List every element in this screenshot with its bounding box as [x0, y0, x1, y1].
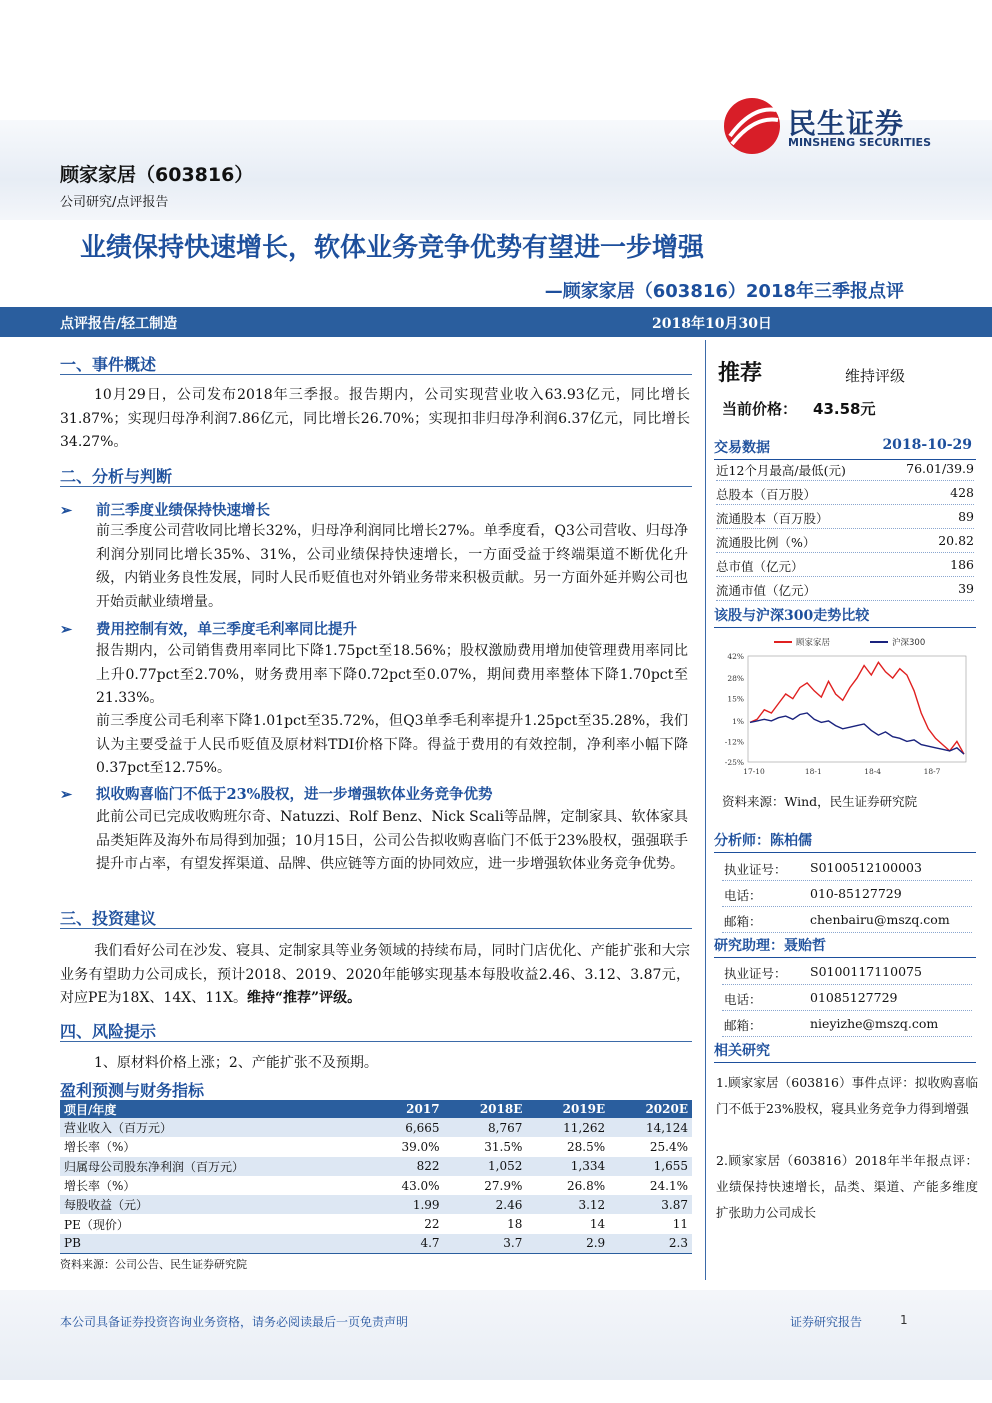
chart-source: 资料来源：Wind，民生证券研究院: [722, 794, 918, 809]
invest-text: 我们看好公司在沙发、寝具、定制家具等业务领域的持续布局，同时门店优化、产能扩张和大宗业务有望助力公司成长，预计2018、2019、2020年能够实现基本每股收益2.46、3.12、3.87元，对应PE为18X、14X、11X。: [60, 943, 690, 1006]
table-cell: PB: [60, 1234, 368, 1253]
trade-value: 20.82: [938, 533, 974, 548]
section-divider: [60, 928, 692, 929]
table-cell: 营业收入（百万元）: [60, 1118, 368, 1137]
table-cell: 14: [589, 1217, 606, 1232]
price-value: 43.58元: [813, 400, 876, 418]
table-cell: 8,767: [444, 1118, 527, 1137]
category-label: 点评报告/轻工制造: [60, 316, 178, 332]
logo-name: 民生证券: [788, 107, 905, 140]
table-cell: 11: [672, 1217, 688, 1232]
table-header: 2018E: [444, 1100, 527, 1118]
page-number: 1: [900, 1313, 908, 1327]
table-cell: 39.0%: [401, 1139, 440, 1154]
contact-key: 邮箱：: [724, 1018, 762, 1033]
section-analysis-title: 二、分析与判断: [60, 467, 173, 486]
contact-row: [722, 856, 972, 881]
table-cell: 28.5%: [567, 1139, 606, 1154]
contact-value: chenbairu@mszq.com: [810, 912, 950, 927]
contact-key: 电话：: [724, 888, 762, 903]
trade-date: 2018-10-29: [882, 437, 972, 453]
trade-row: [716, 578, 974, 601]
report-type: 公司研究/点评报告: [60, 195, 169, 210]
financial-source: 资料来源：公司公告、民生证券研究院: [60, 1258, 247, 1271]
bullet-3-text: 此前公司已完成收购班尔奇、Natuzzi、Rolf Benz、Nick Scali等品牌，定制家具、软体家具品类矩阵及海外布局得到加强；10月15日，公司公告拟收购喜临门不低于23%股权，强强联手提升市占率，有望发挥渠道、品牌、供应链等方面的协同效应，进一步增强软体业务竞争优势。: [96, 809, 688, 872]
trade-row: [716, 554, 974, 577]
contact-row: [722, 960, 972, 985]
section-invest-title: 三、投资建议: [60, 909, 157, 928]
table-row: [60, 1195, 692, 1214]
table-header: 2020E: [609, 1100, 692, 1118]
related-header: 相关研究: [714, 1040, 976, 1063]
table-header: 项目/年度: [60, 1100, 368, 1118]
contact-key: 执业证号：: [724, 862, 787, 877]
section-divider: [60, 1041, 692, 1042]
table-cell: 归属母公司股东净利润（百万元）: [60, 1157, 368, 1176]
y-tick-label: 15%: [727, 694, 744, 704]
trade-row: [716, 506, 974, 529]
report-date: 2018年10月30日: [652, 316, 772, 332]
table-cell: 18: [507, 1217, 523, 1232]
trade-value: 186: [950, 557, 974, 572]
x-tick-label: 18-4: [864, 767, 882, 776]
trade-key: 流通股本（百万股）: [716, 511, 829, 526]
table-cell: 4.7: [368, 1234, 444, 1253]
legend-label: 顾家家居: [796, 638, 831, 648]
table-cell: 2.9: [526, 1234, 609, 1253]
bullet-2-text-1: 报告期内，公司销售费用率同比下降1.75pct至18.56%；股权激励费用增加使管理费用率同比上升0.77pct至2.70%，财务费用率下降0.72pct至0.07%，期间费用率整体下降1.70pct至21.33%。: [96, 643, 688, 706]
rating: 推荐: [718, 361, 763, 386]
bullet-2-title: ➢ 费用控制有效，单三季度毛利率同比提升: [60, 621, 357, 638]
event-paragraph: [60, 384, 690, 455]
section-divider: [60, 486, 692, 487]
trade-row: [716, 458, 974, 481]
contact-value: nieyizhe@mszq.com: [810, 1016, 939, 1031]
table-row: [60, 1118, 692, 1137]
trade-key: 总股本（百万股）: [716, 487, 817, 502]
category-bar: [0, 307, 992, 337]
table-cell: 1,334: [526, 1157, 609, 1176]
rating-note: 维持评级: [845, 367, 906, 385]
table-cell: 22: [424, 1217, 440, 1232]
table-header: 2019E: [526, 1100, 609, 1118]
legend-label: 沪深300: [892, 638, 926, 648]
table-cell: 3.87: [609, 1195, 692, 1214]
x-tick-label: 17-10: [743, 767, 765, 776]
contact-key: 执业证号：: [724, 966, 787, 981]
assistant-header: 研究助理：聂贻哲: [714, 935, 976, 958]
headline: 业绩保持快速增长，软体业务竞争优势有望进一步增强: [80, 233, 705, 263]
contact-value: 01085127729: [810, 990, 898, 1005]
bullet-1-text: 前三季度公司营收同比增长32%，归母净利润同比增长27%。单季度看，Q3公司营收、归母净利润分别同比增长35%、31%，公司业绩保持快速增长，一方面受益于终端渠道不断优化升级，内销业务良性发展，同时人民币贬值也对外销业务带来积极贡献。另一方面外延并购公司也开始贡献业绩增量。: [96, 523, 688, 610]
arrow-bullet-icon: ➢: [60, 786, 73, 803]
y-tick-label: -25%: [724, 758, 744, 767]
contact-value: 010-85127729: [810, 886, 902, 901]
risk-paragraph: [60, 1052, 690, 1076]
footer-label: 证券研究报告: [790, 1315, 863, 1329]
table-row: [60, 1137, 692, 1156]
related-item-2[interactable]: 2.顾家家居（603816）2018年半年报点评：业绩保持快速增长，品类、渠道、产能多维度扩张助力公司成长: [716, 1153, 978, 1220]
table-row: [60, 1176, 692, 1195]
current-price: 当前价格： 43.58元: [722, 400, 876, 418]
table-header: 2017: [368, 1100, 444, 1118]
trade-data-header: 交易数据 2018-10-29: [714, 437, 976, 460]
table-cell: 1,655: [609, 1157, 692, 1176]
table-cell: 2.3: [609, 1234, 692, 1253]
y-tick-label: 1%: [732, 716, 744, 726]
section-divider: [60, 374, 692, 375]
table-cell: 3.7: [444, 1234, 527, 1253]
table-cell: 1.99: [368, 1195, 444, 1214]
invest-paragraph: [60, 940, 690, 1011]
bullet-3-title: ➢ 拟收购喜临门不低于23%股权，进一步增强软体业务竞争优势: [60, 786, 493, 803]
trade-value: 89: [958, 509, 974, 524]
table-header-row: [60, 1100, 692, 1118]
table-cell: 27.9%: [484, 1178, 523, 1193]
chart-plot-area: [748, 656, 966, 762]
minsheng-logo: [722, 96, 982, 160]
table-cell: PE（现价）: [64, 1217, 129, 1232]
table-row: [60, 1214, 692, 1233]
trade-row: [716, 530, 974, 553]
analyst-header: 分析师：陈柏儒: [714, 830, 976, 853]
stock-comparison-chart: [714, 630, 976, 782]
trade-value: 76.01/39.9: [906, 461, 974, 476]
x-tick-label: 18-7: [923, 767, 941, 776]
table-cell: 1,052: [444, 1157, 527, 1176]
table-cell: 14,124: [609, 1118, 692, 1137]
table-cell: 11,262: [526, 1118, 609, 1137]
table-cell: 增长率（%）: [64, 1140, 136, 1155]
arrow-bullet-icon: ➢: [60, 502, 73, 519]
subheadline: —顾家家居（603816）2018年三季报点评: [544, 281, 904, 302]
table-cell: 2.46: [444, 1195, 527, 1214]
table-cell: 822: [368, 1157, 444, 1176]
footer-background: [0, 1290, 992, 1380]
table-cell: 24.1%: [649, 1178, 688, 1193]
footer-disclaimer: 本公司具备证券投资咨询业务资格，请务必阅读最后一页免责声明: [60, 1315, 409, 1329]
arrow-bullet-icon: ➢: [60, 621, 73, 638]
chart-header: 该股与沪深300走势比较: [714, 605, 976, 628]
page-footer: [0, 1306, 992, 1334]
y-tick-label: -12%: [724, 737, 744, 747]
table-cell: 31.5%: [484, 1139, 523, 1154]
table-cell: 43.0%: [401, 1178, 440, 1193]
contact-row: [722, 908, 972, 933]
column-divider: [705, 340, 706, 1280]
trade-value: 428: [950, 485, 974, 500]
contact-value: S0100512100003: [810, 860, 922, 875]
contact-value: S0100117110075: [810, 964, 922, 979]
y-tick-label: 42%: [727, 652, 744, 661]
table-cell: 每股收益（元）: [60, 1195, 368, 1214]
x-tick-label: 18-1: [804, 767, 822, 776]
logo-subtitle: MINSHENG SECURITIES: [788, 136, 931, 149]
financial-title: 盈利预测与财务指标: [60, 1081, 205, 1100]
company-title: 顾家家居（603816）: [60, 164, 254, 186]
table-cell: 25.4%: [649, 1139, 688, 1154]
table-cell: 26.8%: [567, 1178, 606, 1193]
table-cell: 增长率（%）: [64, 1179, 136, 1194]
contact-row: [722, 882, 972, 907]
logo-emblem-icon: [722, 96, 782, 156]
related-item-1[interactable]: 1.顾家家居（603816）事件点评：拟收购喜临门不低于23%股权，寝具业务竞争力得到增强: [716, 1075, 978, 1116]
contact-row: [722, 986, 972, 1011]
table-row: [60, 1234, 692, 1253]
contact-key: 邮箱：: [724, 914, 762, 929]
invest-rating: 维持“推荐”评级。: [246, 990, 362, 1006]
bullet-2-text-2: 前三季度公司毛利率下降1.01pct至35.72%，但Q3单季毛利率提升1.25pct至35.28%，我们认为主要受益于人民币贬值及原材料TDI价格下降。得益于费用的有效控制，净利率小幅下降0.37pct至12.75%。: [96, 713, 688, 776]
trade-key: 流通市值（亿元）: [716, 583, 817, 598]
section-risk-title: 四、风险提示: [60, 1022, 157, 1041]
trade-row: [716, 482, 974, 505]
trade-value: 39: [958, 581, 974, 596]
event-text: 10月29日，公司发布2018年三季报。报告期内，公司实现营业收入63.93亿元，同比增长31.87%；实现归母净利润7.86亿元，同比增长26.70%；实现扣非归母净利润6.37亿元，同比增长34.27%。: [60, 387, 690, 450]
trade-key: 总市值（亿元）: [716, 559, 804, 574]
financial-table: [60, 1100, 692, 1254]
trade-key: 近12个月最高/最低(元): [716, 463, 846, 478]
table-cell: 6,665: [368, 1118, 444, 1137]
section-event-title: 一、事件概述: [60, 355, 157, 374]
trade-key: 流通股比例（%）: [716, 535, 816, 550]
table-row: [60, 1157, 692, 1176]
contact-row: [722, 1012, 972, 1037]
y-tick-label: 28%: [727, 674, 744, 684]
table-cell: 3.12: [526, 1195, 609, 1214]
risk-text: 1、原材料价格上涨；2、产能扩张不及预期。: [94, 1055, 378, 1071]
contact-key: 电话：: [724, 992, 762, 1007]
bullet-1-title: ➢ 前三季度业绩保持快速增长: [60, 502, 270, 519]
